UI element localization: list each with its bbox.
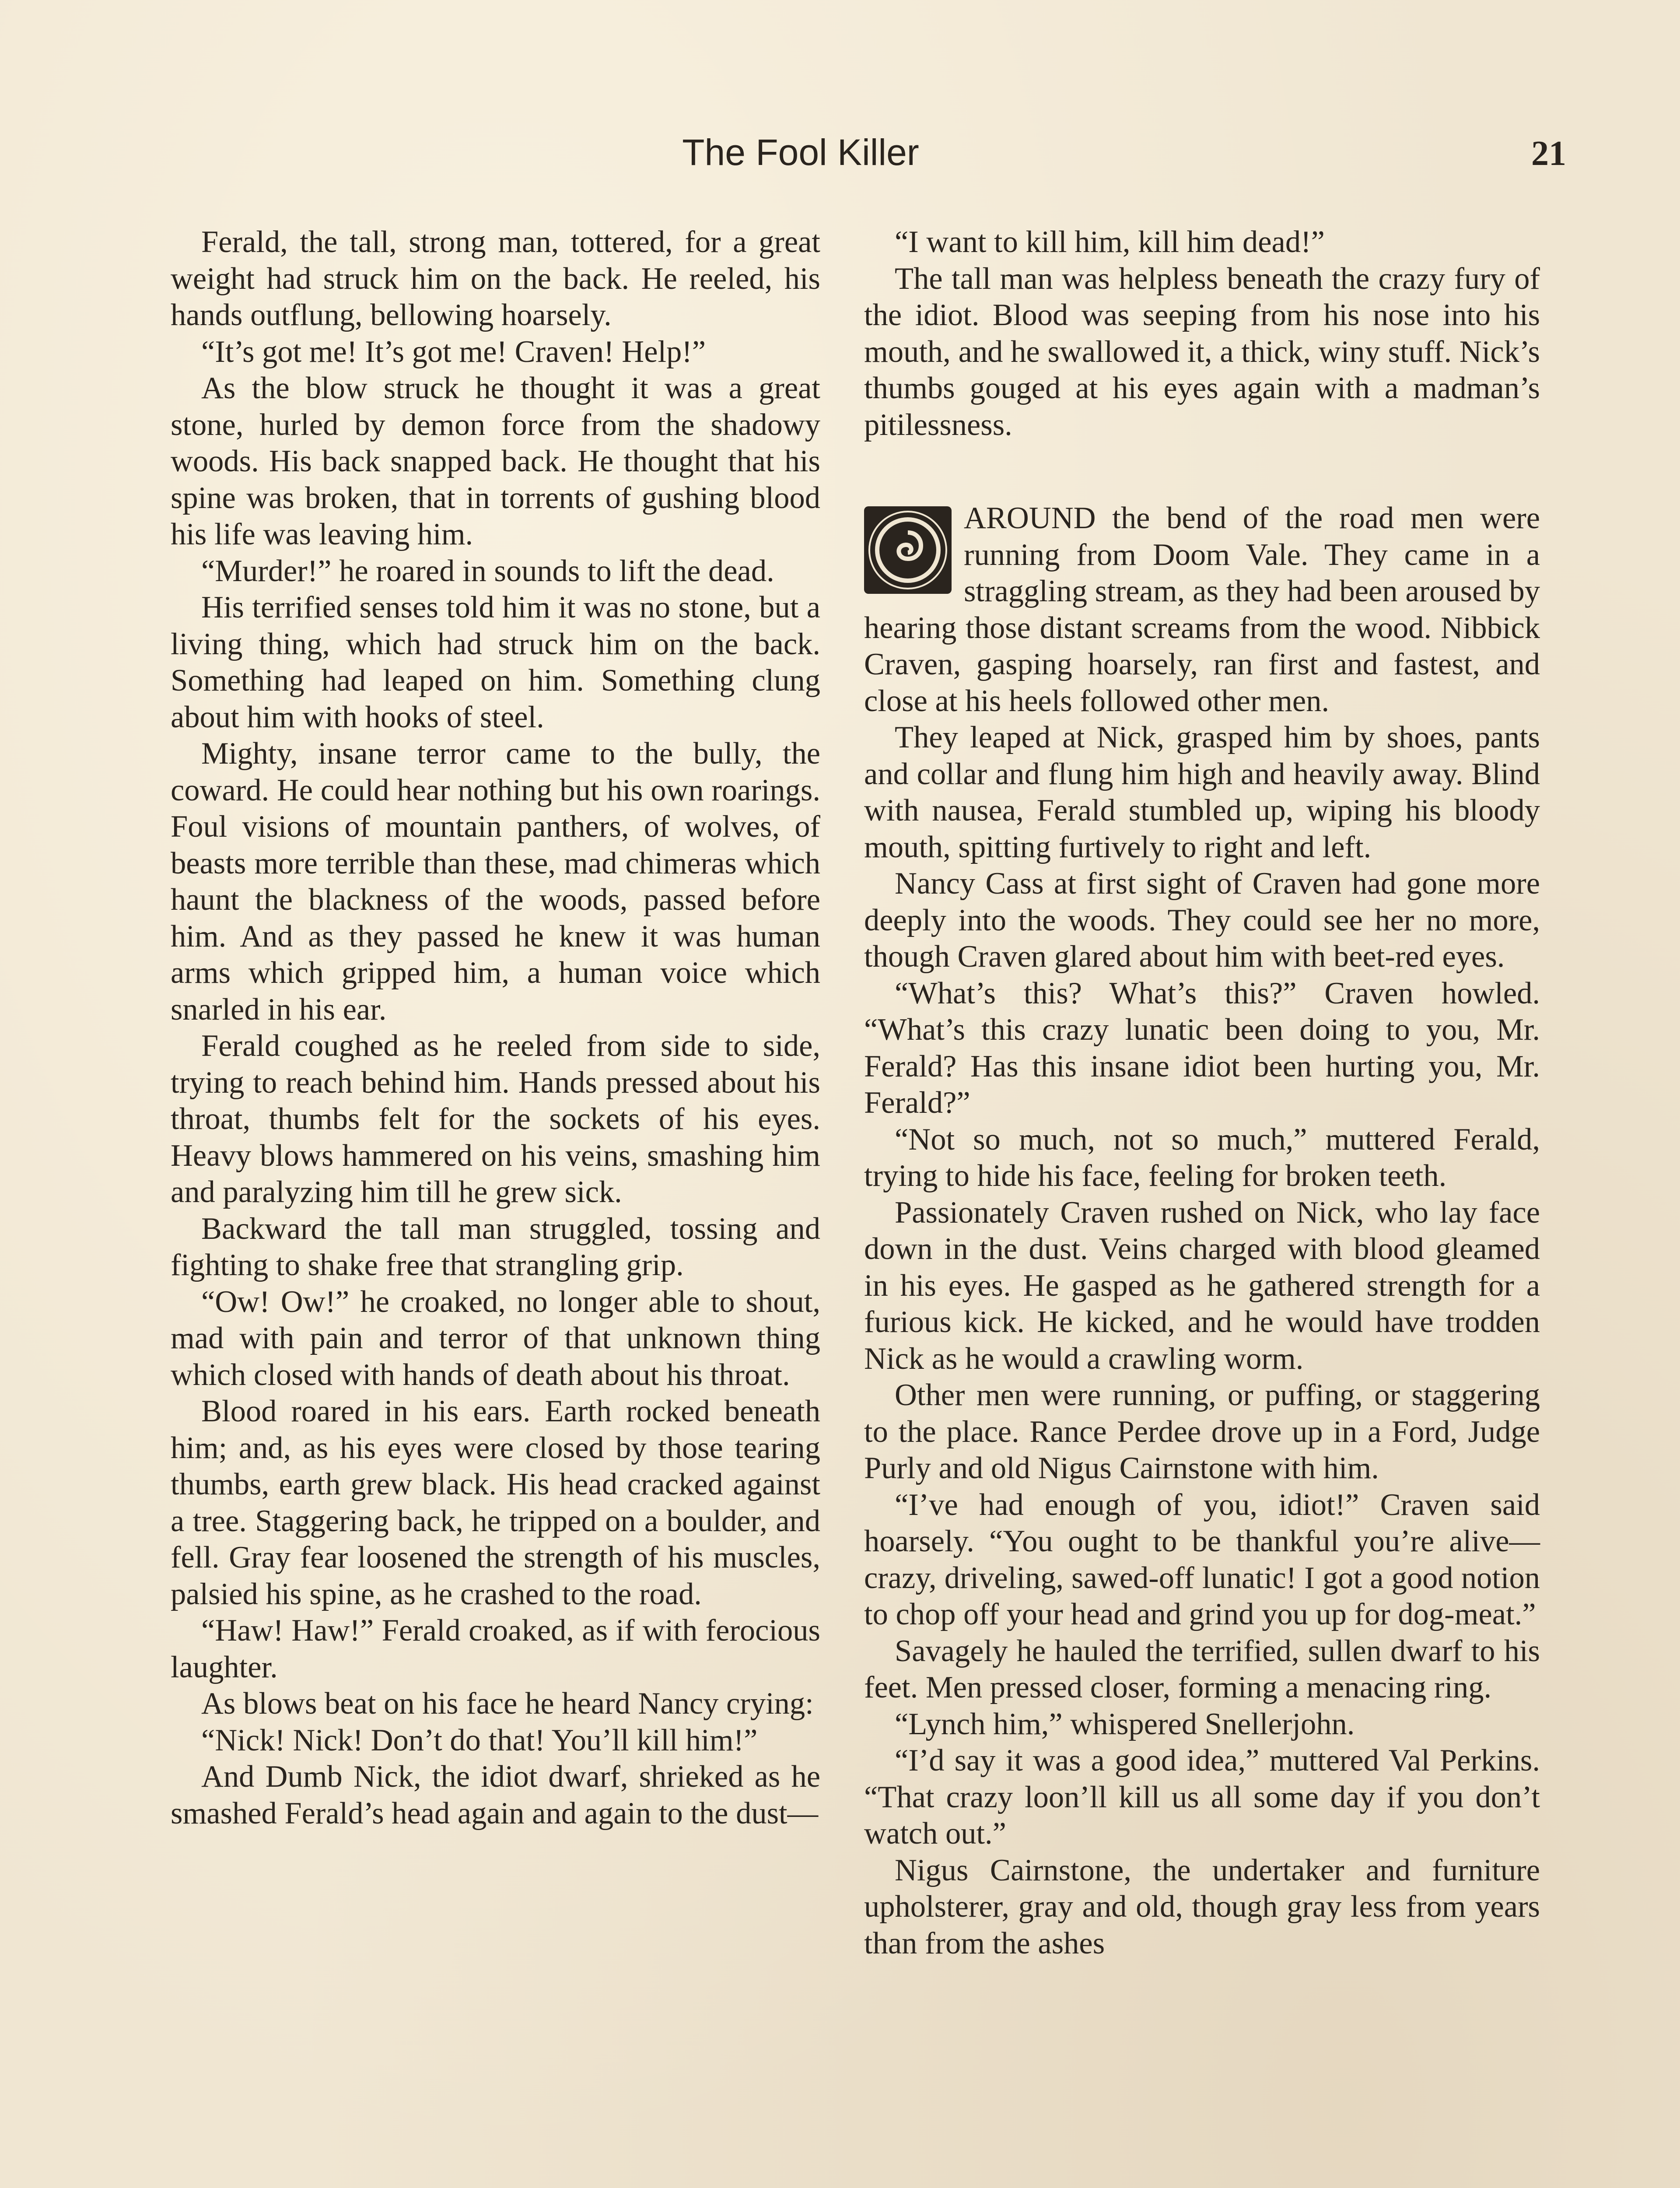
right-column — [864, 224, 1540, 1962]
paragraph: Ferald coughed as he reeled from side to side, trying to reach behind him. Hands pressed about his throat, thumbs felt for the sockets of his eyes. Heavy blows hammered on his veins, smashing him and paralyzing him till he grew sick. — [171, 1029, 820, 1209]
paragraph: “Lynch him,” whispered Snellerjohn. — [895, 1707, 1355, 1741]
paragraph: Backward the tall man struggled, tossing and fighting to shake free that strangling grip. — [171, 1211, 820, 1282]
ornament-icon — [864, 506, 952, 594]
section-opening-paragraph: AROUND the bend of the road men were running from Doom Vale. They came in a straggling stream, as they had been aroused by hearing those distant screams from the wood. Nibbick Craven, gasping hoarsely, ran first and fastest, and close at his heels followed other men. — [864, 501, 1540, 718]
paragraph: The tall man was helpless beneath the crazy fury of the idiot. Blood was seeping from his nose into his mouth, and he swallowed it, a thick, winy stuff. Nick’s thumbs gouged at his eyes again with a madman’s pitilessness. — [864, 261, 1540, 442]
paragraph: And Dumb Nick, the idiot dwarf, shrieked as he smashed Ferald’s head again and again to the dust— — [171, 1760, 820, 1830]
paragraph: Other men were running, or puffing, or staggering to the place. Rance Perdee drove up in a Ford, Judge Purly and old Nigus Cairnstone with him. — [864, 1378, 1540, 1485]
paragraph: As blows beat on his face he heard Nancy crying: — [201, 1687, 814, 1721]
paragraph: “Murder!” he roared in sounds to lift the dead. — [201, 554, 774, 588]
paragraph: “I’ve had enough of you, idiot!” Craven said hoarsely. “You ought to be thankful you’re alive—crazy, driveling, sawed-off lunatic! I got a good notion to chop off your head and grind you up for dog-meat.” — [864, 1487, 1540, 1631]
paragraph: Passionately Craven rushed on Nick, who lay face down in the dust. Veins charged with blood gleamed in his eyes. He gasped as he gathered strength for a furious kick. He kicked, and he would have trodden Nick as he would a crawling worm. — [864, 1195, 1540, 1376]
paragraph: His terrified senses told him it was no stone, but a living thing, which had struck him on the back. Something had leaped on him. Something clung about him with hooks of steel. — [171, 590, 820, 734]
paragraph: Mighty, insane terror came to the bully, the coward. He could hear nothing but his own roarings. Foul visions of mountain panthers, of wolves, of beasts more terrible than these, mad chimeras which haunt the blackness of the woods, passed before him. And as they passed he knew it was human arms which gripped him, a human voice which snarled in his ear. — [171, 736, 820, 1027]
paragraph: As the blow struck he thought it was a great stone, hurled by demon force from the shadowy woods. His back snapped back. He thought that his spine was broken, that in torrents of gushing blood his life was leaving him. — [171, 371, 820, 551]
paragraph: Nancy Cass at first sight of Craven had gone more deeply into the woods. They could see her no more, though Craven glared about him with beet-red eyes. — [864, 866, 1540, 974]
paragraph: Nigus Cairnstone, the undertaker and furniture upholsterer, gray and old, though gray less from years than from the ashes — [864, 1853, 1540, 1960]
paragraph: “It’s got me! It’s got me! Craven! Help!” — [201, 334, 706, 369]
paragraph: “I want to kill him, kill him dead!” — [895, 225, 1325, 259]
paragraph: They leaped at Nick, grasped him by shoes, pants and collar and flung him high and heavily away. Blind with nausea, Ferald stumbled up, wiping his bloody mouth, spitting furtively to right and left. — [864, 720, 1540, 864]
left-column — [171, 224, 820, 1832]
paragraph: “Not so much, not so much,” muttered Ferald, trying to hide his face, feeling for broken teeth. — [864, 1122, 1540, 1193]
paragraph: “Haw! Haw!” Ferald croaked, as if with ferocious laughter. — [171, 1613, 820, 1684]
paragraph: “What’s this? What’s this?” Craven howled. “What’s this crazy lunatic been doing to you, Mr. Ferald? Has this insane idiot been hurting you, Mr. Ferald?” — [864, 976, 1540, 1120]
paragraph: “Nick! Nick! Don’t do that! You’ll kill him!” — [201, 1723, 758, 1757]
paragraph: Ferald, the tall, strong man, tottered, for a great weight had struck him on the back. He reeled, his hands outflung, bellowing hoarsely. — [171, 225, 820, 332]
running-title: The Fool Killer — [682, 132, 919, 173]
paragraph: “Ow! Ow!” he croaked, no longer able to shout, mad with pain and terror of that unknown thing which closed with hands of death about his throat. — [171, 1284, 820, 1392]
paragraph: Blood roared in his ears. Earth rocked beneath him; and, as his eyes were closed by those tearing thumbs, earth grew black. His head cracked against a tree. Staggering back, he tripped on a boulder, and fell. Gray fear loosened the strength of his muscles, palsied his spine, as he crashed to the road. — [171, 1394, 820, 1611]
section-break — [864, 443, 1540, 500]
paragraph: “I’d say it was a good idea,” muttered Val Perkins. “That crazy loon’ll kill us all some day if you don’t watch out.” — [864, 1743, 1540, 1851]
page-number: 21 — [1531, 134, 1566, 173]
paragraph: Savagely he hauled the terrified, sullen dwarf to his feet. Men pressed closer, forming a menacing ring. — [864, 1634, 1540, 1704]
